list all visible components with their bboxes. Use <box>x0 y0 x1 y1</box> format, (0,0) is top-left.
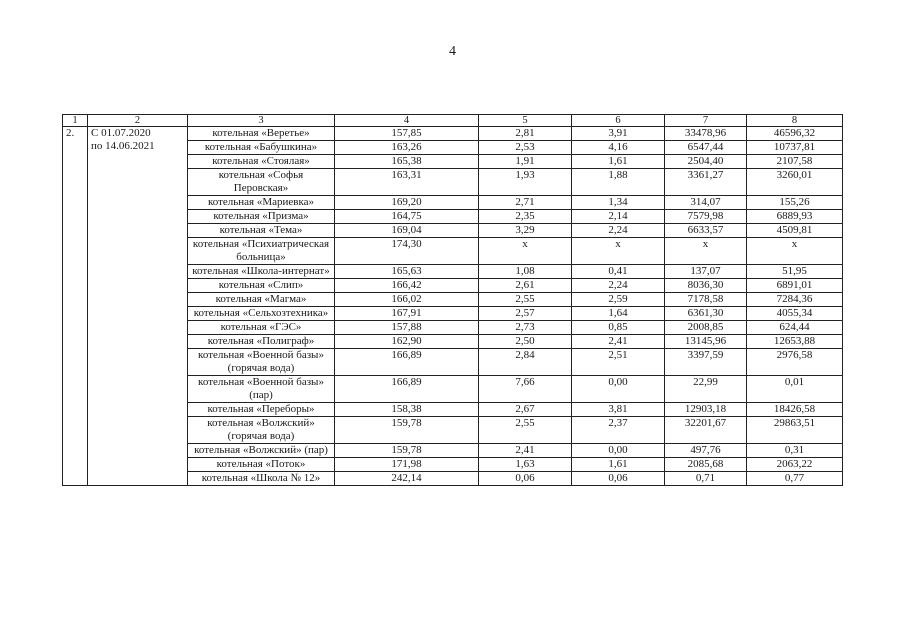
value-col-5: 2,57 <box>479 307 572 321</box>
value-col-7: 6633,57 <box>665 224 747 238</box>
value-col-6: 1,61 <box>572 458 665 472</box>
value-col-5: 0,06 <box>479 472 572 486</box>
value-col-7: 3361,27 <box>665 169 747 196</box>
boiler-name: котельная «Школа-интернат» <box>188 265 335 279</box>
value-col-6: 1,34 <box>572 196 665 210</box>
value-col-8: 46596,32 <box>747 127 843 141</box>
value-col-8: 12653,88 <box>747 335 843 349</box>
value-col-5: 2,55 <box>479 417 572 444</box>
value-col-6: 2,24 <box>572 224 665 238</box>
value-col-8: 2976,58 <box>747 349 843 376</box>
value-col-4: 157,88 <box>335 321 479 335</box>
boiler-name: котельная «Веретье» <box>188 127 335 141</box>
value-col-8: 51,95 <box>747 265 843 279</box>
boiler-name: котельная «Стоялая» <box>188 155 335 169</box>
value-col-6: 0,85 <box>572 321 665 335</box>
column-header-5: 5 <box>479 115 572 127</box>
boiler-name: котельная «Военной базы» (пар) <box>188 376 335 403</box>
value-col-7: 0,71 <box>665 472 747 486</box>
value-col-6: 4,16 <box>572 141 665 155</box>
value-col-4: 169,20 <box>335 196 479 210</box>
value-col-4: 166,89 <box>335 376 479 403</box>
value-col-7: 22,99 <box>665 376 747 403</box>
boiler-name: котельная «Тема» <box>188 224 335 238</box>
value-col-7: 2008,85 <box>665 321 747 335</box>
value-col-6: 2,14 <box>572 210 665 224</box>
value-col-8: 10737,81 <box>747 141 843 155</box>
value-col-5: 2,55 <box>479 293 572 307</box>
value-col-7: 3397,59 <box>665 349 747 376</box>
value-col-4: 162,90 <box>335 335 479 349</box>
boiler-name: котельная «ГЭС» <box>188 321 335 335</box>
period-start: С 01.07.2020 <box>91 127 151 139</box>
boiler-name: котельная «Сельхозтехника» <box>188 307 335 321</box>
boiler-name: котельная «Военной базы» (горячая вода) <box>188 349 335 376</box>
value-col-4: 159,78 <box>335 444 479 458</box>
value-col-6: х <box>572 238 665 265</box>
value-col-4: 169,04 <box>335 224 479 238</box>
value-col-5: х <box>479 238 572 265</box>
value-col-7: 6547,44 <box>665 141 747 155</box>
value-col-4: 157,85 <box>335 127 479 141</box>
value-col-5: 2,81 <box>479 127 572 141</box>
value-col-8: 155,26 <box>747 196 843 210</box>
value-col-8: 29863,51 <box>747 417 843 444</box>
boiler-name: котельная «Школа № 12» <box>188 472 335 486</box>
value-col-5: 2,61 <box>479 279 572 293</box>
value-col-7: 33478,96 <box>665 127 747 141</box>
value-col-8: 3260,01 <box>747 169 843 196</box>
value-col-4: 242,14 <box>335 472 479 486</box>
value-col-6: 2,41 <box>572 335 665 349</box>
value-col-8: 2107,58 <box>747 155 843 169</box>
boiler-name: котельная «Призма» <box>188 210 335 224</box>
value-col-7: 2085,68 <box>665 458 747 472</box>
boiler-name: котельная «Переборы» <box>188 403 335 417</box>
boiler-name: котельная «Бабушкина» <box>188 141 335 155</box>
boiler-name: котельная «Мариевка» <box>188 196 335 210</box>
value-col-6: 2,24 <box>572 279 665 293</box>
value-col-4: 158,38 <box>335 403 479 417</box>
value-col-4: 163,26 <box>335 141 479 155</box>
value-col-8: 6889,93 <box>747 210 843 224</box>
value-col-8: 0,31 <box>747 444 843 458</box>
value-col-5: 2,73 <box>479 321 572 335</box>
value-col-8: 624,44 <box>747 321 843 335</box>
value-col-7: 314,07 <box>665 196 747 210</box>
value-col-4: 171,98 <box>335 458 479 472</box>
value-col-8: 4509,81 <box>747 224 843 238</box>
value-col-5: 3,29 <box>479 224 572 238</box>
value-col-6: 0,00 <box>572 444 665 458</box>
column-header-4: 4 <box>335 115 479 127</box>
value-col-8: 0,77 <box>747 472 843 486</box>
value-col-4: 166,02 <box>335 293 479 307</box>
value-col-6: 1,64 <box>572 307 665 321</box>
column-header-3: 3 <box>188 115 335 127</box>
column-header-8: 8 <box>747 115 843 127</box>
value-col-7: 32201,67 <box>665 417 747 444</box>
value-col-8: 7284,36 <box>747 293 843 307</box>
value-col-4: 166,42 <box>335 279 479 293</box>
value-col-7: 7579,98 <box>665 210 747 224</box>
value-col-5: 1,91 <box>479 155 572 169</box>
value-col-5: 2,67 <box>479 403 572 417</box>
value-col-8: 18426,58 <box>747 403 843 417</box>
boiler-name: котельная «Волжский» (горячая вода) <box>188 417 335 444</box>
value-col-6: 2,51 <box>572 349 665 376</box>
value-col-6: 1,88 <box>572 169 665 196</box>
value-col-5: 2,53 <box>479 141 572 155</box>
value-col-4: 159,78 <box>335 417 479 444</box>
value-col-5: 1,08 <box>479 265 572 279</box>
value-col-4: 174,30 <box>335 238 479 265</box>
value-col-8: 4055,34 <box>747 307 843 321</box>
value-col-7: 6361,30 <box>665 307 747 321</box>
period-end: по 14.06.2021 <box>91 140 155 152</box>
column-header-7: 7 <box>665 115 747 127</box>
value-col-6: 2,37 <box>572 417 665 444</box>
value-col-6: 0,06 <box>572 472 665 486</box>
header-row <box>63 115 843 127</box>
column-header-6: 6 <box>572 115 665 127</box>
value-col-5: 2,50 <box>479 335 572 349</box>
value-col-6: 3,81 <box>572 403 665 417</box>
boiler-name: котельная «Слип» <box>188 279 335 293</box>
item-number: 2. <box>63 127 88 486</box>
value-col-8: 0,01 <box>747 376 843 403</box>
value-col-4: 163,31 <box>335 169 479 196</box>
value-col-7: 2504,40 <box>665 155 747 169</box>
value-col-4: 166,89 <box>335 349 479 376</box>
column-header-2: 2 <box>88 115 188 127</box>
boiler-name: котельная «Софья Перовская» <box>188 169 335 196</box>
boiler-name: котельная «Полиграф» <box>188 335 335 349</box>
value-col-5: 1,93 <box>479 169 572 196</box>
page-number: 4 <box>449 44 456 59</box>
value-col-4: 165,63 <box>335 265 479 279</box>
value-col-5: 2,84 <box>479 349 572 376</box>
tariff-table <box>62 114 843 486</box>
boiler-name: котельная «Психиатрическая больница» <box>188 238 335 265</box>
value-col-7: 497,76 <box>665 444 747 458</box>
value-col-7: 137,07 <box>665 265 747 279</box>
boiler-name: котельная «Магма» <box>188 293 335 307</box>
value-col-8: 6891,01 <box>747 279 843 293</box>
value-col-8: 2063,22 <box>747 458 843 472</box>
table-row <box>63 127 843 141</box>
value-col-7: 8036,30 <box>665 279 747 293</box>
value-col-7: 13145,96 <box>665 335 747 349</box>
value-col-6: 0,41 <box>572 265 665 279</box>
value-col-4: 165,38 <box>335 155 479 169</box>
value-col-5: 7,66 <box>479 376 572 403</box>
value-col-5: 1,63 <box>479 458 572 472</box>
value-col-6: 3,91 <box>572 127 665 141</box>
table-body <box>63 127 843 486</box>
value-col-6: 0,00 <box>572 376 665 403</box>
value-col-6: 1,61 <box>572 155 665 169</box>
column-header-1: 1 <box>63 115 88 127</box>
value-col-5: 2,71 <box>479 196 572 210</box>
period-cell <box>88 127 188 486</box>
value-col-7: 7178,58 <box>665 293 747 307</box>
boiler-name: котельная «Поток» <box>188 458 335 472</box>
boiler-name: котельная «Волжский» (пар) <box>188 444 335 458</box>
value-col-4: 167,91 <box>335 307 479 321</box>
value-col-5: 2,35 <box>479 210 572 224</box>
value-col-8: х <box>747 238 843 265</box>
value-col-7: х <box>665 238 747 265</box>
value-col-6: 2,59 <box>572 293 665 307</box>
value-col-7: 12903,18 <box>665 403 747 417</box>
value-col-5: 2,41 <box>479 444 572 458</box>
value-col-4: 164,75 <box>335 210 479 224</box>
